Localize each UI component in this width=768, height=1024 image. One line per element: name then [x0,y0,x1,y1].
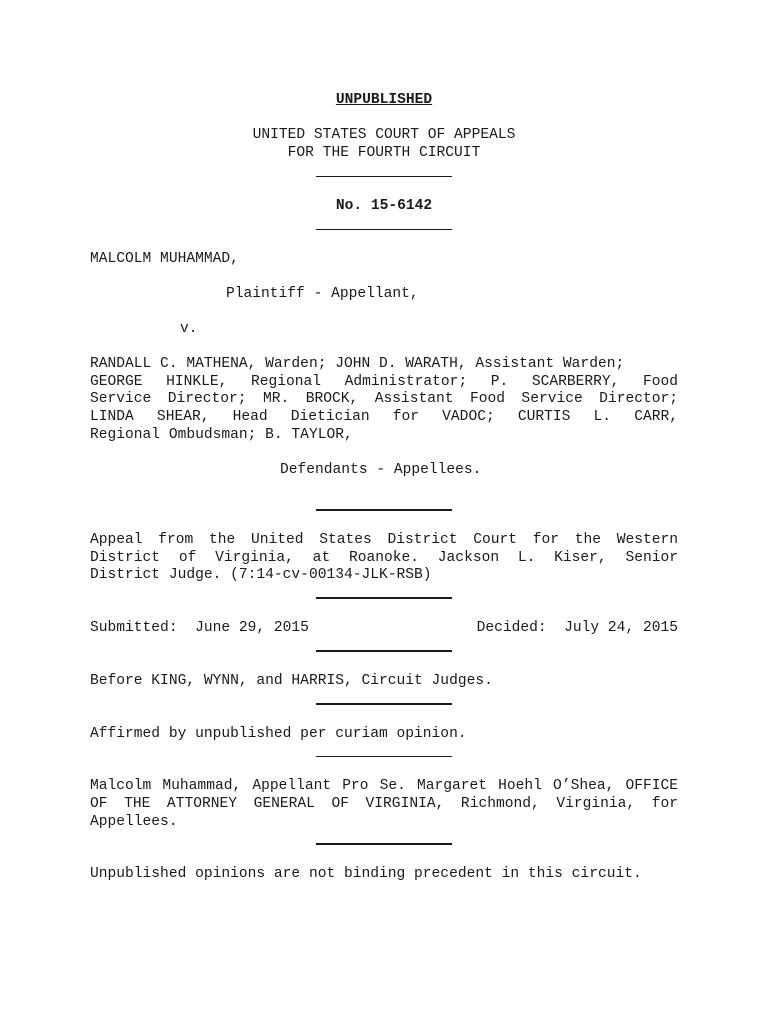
divider-rule [316,229,452,230]
divider-rule [316,756,452,757]
divider-rule [316,650,452,652]
appeal-line: District Judge. (7:14-cv-00134-JLK-RSB) [90,567,432,583]
divider-rule [316,843,452,845]
panel-judges: Before KING, WYNN, and HARRIS, Circuit Judges. [90,673,493,689]
submitted-date: Submitted: June 29, 2015 [90,620,309,636]
counsel-line: Malcolm Muhammad, Appellant Pro Se. Margaret Hoehl O’Shea, OFFICE [90,778,678,794]
versus: v. [180,321,198,337]
case-number: No. 15-6142 [335,198,433,214]
divider-rule [316,703,452,705]
appeal-line: Appeal from the United States District Court for the Western [90,532,678,548]
publication-status: UNPUBLISHED [335,92,433,108]
plaintiff-name: MALCOLM MUHAMMAD, [90,251,239,267]
appeal-line: District of Virginia, at Roanoke. Jackson L. Kiser, Senior [90,550,678,566]
defendants-line: Service Director; MR. BROCK, Assistant Food Service Director; [90,391,678,407]
divider-rule [316,176,452,177]
defendants-line: RANDALL C. MATHENA, Warden; JOHN D. WARATH, Assistant Warden; [90,356,625,372]
defendants-line: LINDA SHEAR, Head Dietician for VADOC; CURTIS L. CARR, [90,409,678,425]
defendants-line: Regional Ombudsman; B. TAYLOR, [90,427,353,443]
divider-rule [316,597,452,599]
decided-date: Decided: July 24, 2015 [476,620,678,636]
counsel-line: OF THE ATTORNEY GENERAL OF VIRGINIA, Richmond, Virginia, for [90,796,678,812]
precedent-note: Unpublished opinions are not binding precedent in this circuit. [90,866,642,882]
counsel-line: Appellees. [90,814,178,830]
defendants-line: GEORGE HINKLE, Regional Administrator; P. SCARBERRY, Food [90,374,678,390]
defendants-role: Defendants - Appellees. [280,462,482,478]
court-name-line1: UNITED STATES COURT OF APPEALS [252,127,516,143]
divider-rule [316,509,452,511]
plaintiff-role: Plaintiff - Appellant, [226,286,419,302]
disposition: Affirmed by unpublished per curiam opinion. [90,726,467,742]
court-name-line2: FOR THE FOURTH CIRCUIT [287,145,481,161]
